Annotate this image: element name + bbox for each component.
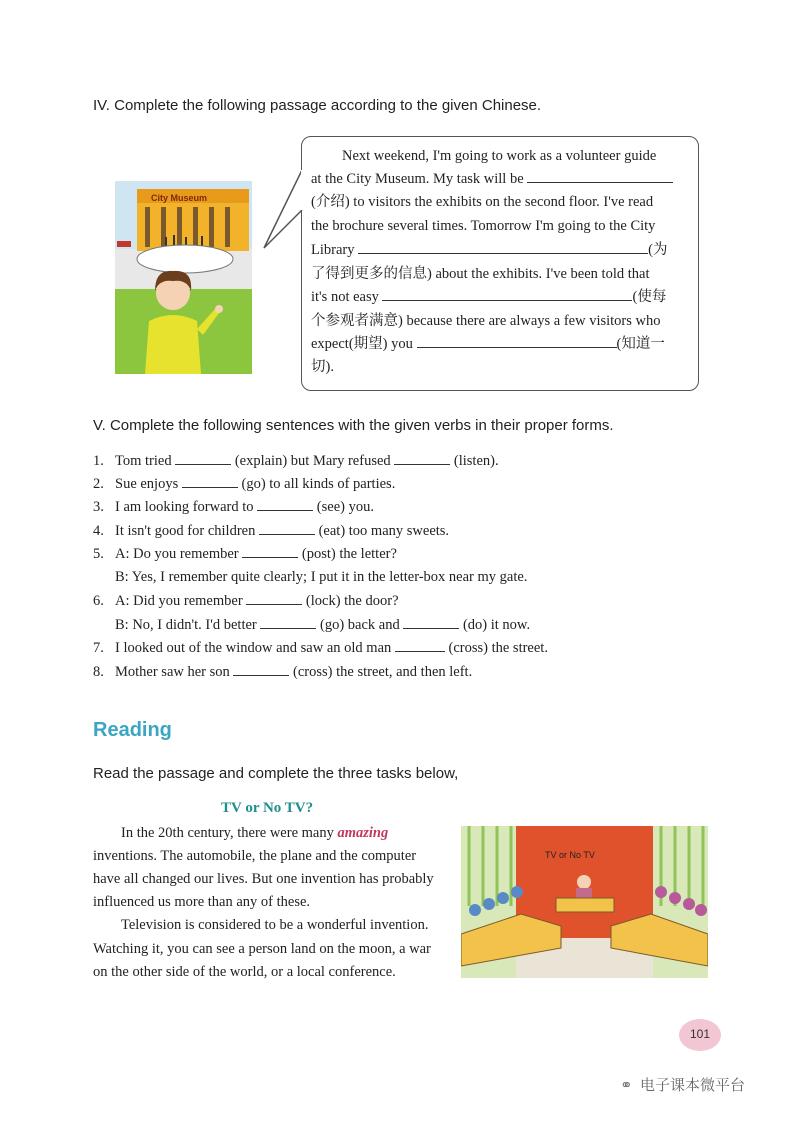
passage-line-3: (介绍) to visitors the exhibits on the second floor. I've read bbox=[311, 194, 654, 210]
paragraph-line: inventions. The automobile, the plane and the computer bbox=[93, 848, 417, 864]
paragraph-line: influenced us more than any of these. bbox=[93, 894, 311, 910]
watermark: ⚭ 电子课本微平台 bbox=[620, 1076, 746, 1094]
reading-title: Reading bbox=[93, 719, 172, 741]
section-4-heading: IV. Complete the following passage according to the given Chinese. bbox=[93, 97, 542, 114]
tv-debate-illustration bbox=[461, 826, 708, 978]
sentence-2: 2. Sue enjoys (go) to all kinds of parties. bbox=[93, 476, 396, 492]
passage-line-4: the brochure several times. Tomorrow I'm going to the City bbox=[311, 218, 656, 234]
museum-girl-illustration bbox=[115, 181, 252, 374]
speech-bubble-tail bbox=[262, 170, 304, 250]
sentence-blank[interactable] bbox=[242, 545, 298, 558]
section-5-heading: V. Complete the following sentences with the given verbs in their proper forms. bbox=[93, 417, 614, 434]
passage-line-5: Library (为 bbox=[311, 242, 668, 258]
sentence-6: 6. A: Did you remember (lock) the door? bbox=[93, 593, 399, 609]
answer-blank-3[interactable] bbox=[382, 288, 632, 301]
answer-blank-2[interactable] bbox=[358, 241, 648, 254]
tv-banner-text: TV or No TV bbox=[545, 850, 595, 860]
sentence-4: 4. It isn't good for children (eat) too many sweets. bbox=[93, 523, 450, 539]
sentence-6-reply: B: No, I didn't. I'd better (go) back and (do) it now. bbox=[115, 617, 531, 633]
paragraph-line: Television is considered to be a wonderful invention. bbox=[121, 917, 429, 933]
page-number: 101 bbox=[679, 1019, 721, 1051]
reading-instruction: Read the passage and complete the three tasks below, bbox=[93, 765, 459, 782]
passage-line-1: Next weekend, I'm going to work as a volunteer guide bbox=[342, 148, 657, 164]
passage-line-10: 切). bbox=[311, 359, 334, 375]
sentence-blank[interactable] bbox=[259, 522, 315, 535]
sentence-7: 7. I looked out of the window and saw an old man (cross) the street. bbox=[93, 640, 548, 656]
passage-line-8: 个参观者满意) because there are always a few visitors who bbox=[311, 313, 661, 329]
sentence-blank[interactable] bbox=[403, 616, 459, 629]
sentence-1: 1. Tom tried (explain) but Mary refused (listen). bbox=[93, 453, 499, 469]
passage-line-7: it's not easy (使每 bbox=[311, 289, 667, 305]
answer-blank-1[interactable] bbox=[527, 170, 673, 183]
sentence-blank[interactable] bbox=[257, 498, 313, 511]
paragraph-line: In the 20th century, there were many amazing bbox=[121, 825, 389, 841]
sentence-5-reply: B: Yes, I remember quite clearly; I put it in the letter-box near my gate. bbox=[115, 569, 528, 585]
wechat-icon: ⚭ bbox=[620, 1076, 633, 1094]
sentence-blank[interactable] bbox=[395, 639, 445, 652]
museum-sign-text: City Museum bbox=[151, 193, 208, 203]
highlighted-word: amazing bbox=[337, 825, 389, 841]
sentence-blank[interactable] bbox=[233, 663, 289, 676]
passage-line-6: 了得到更多的信息) about the exhibits. I've been told that bbox=[311, 266, 650, 282]
sentence-8: 8. Mother saw her son (cross) the street, and then left. bbox=[93, 664, 473, 680]
passage-line-9: expect(期望) you (知道一 bbox=[311, 336, 665, 352]
paragraph-line: have all changed our lives. But one invention has probably bbox=[93, 871, 434, 887]
paragraph-line: on the other side of the world, or a local conference. bbox=[93, 964, 396, 980]
sentence-3: 3. I am looking forward to (see) you. bbox=[93, 499, 374, 515]
paragraph-line: Watching it, you can see a person land on the moon, a war bbox=[93, 941, 431, 957]
sentence-blank[interactable] bbox=[260, 616, 316, 629]
sentence-blank[interactable] bbox=[175, 452, 231, 465]
passage-line-2: at the City Museum. My task will be bbox=[311, 169, 673, 189]
answer-blank-4[interactable] bbox=[417, 335, 617, 348]
sentence-blank[interactable] bbox=[182, 475, 238, 488]
sentence-blank[interactable] bbox=[246, 592, 302, 605]
sentence-blank[interactable] bbox=[394, 452, 450, 465]
sentence-5: 5. A: Do you remember (post) the letter? bbox=[93, 546, 397, 562]
passage-title: TV or No TV? bbox=[221, 800, 314, 816]
